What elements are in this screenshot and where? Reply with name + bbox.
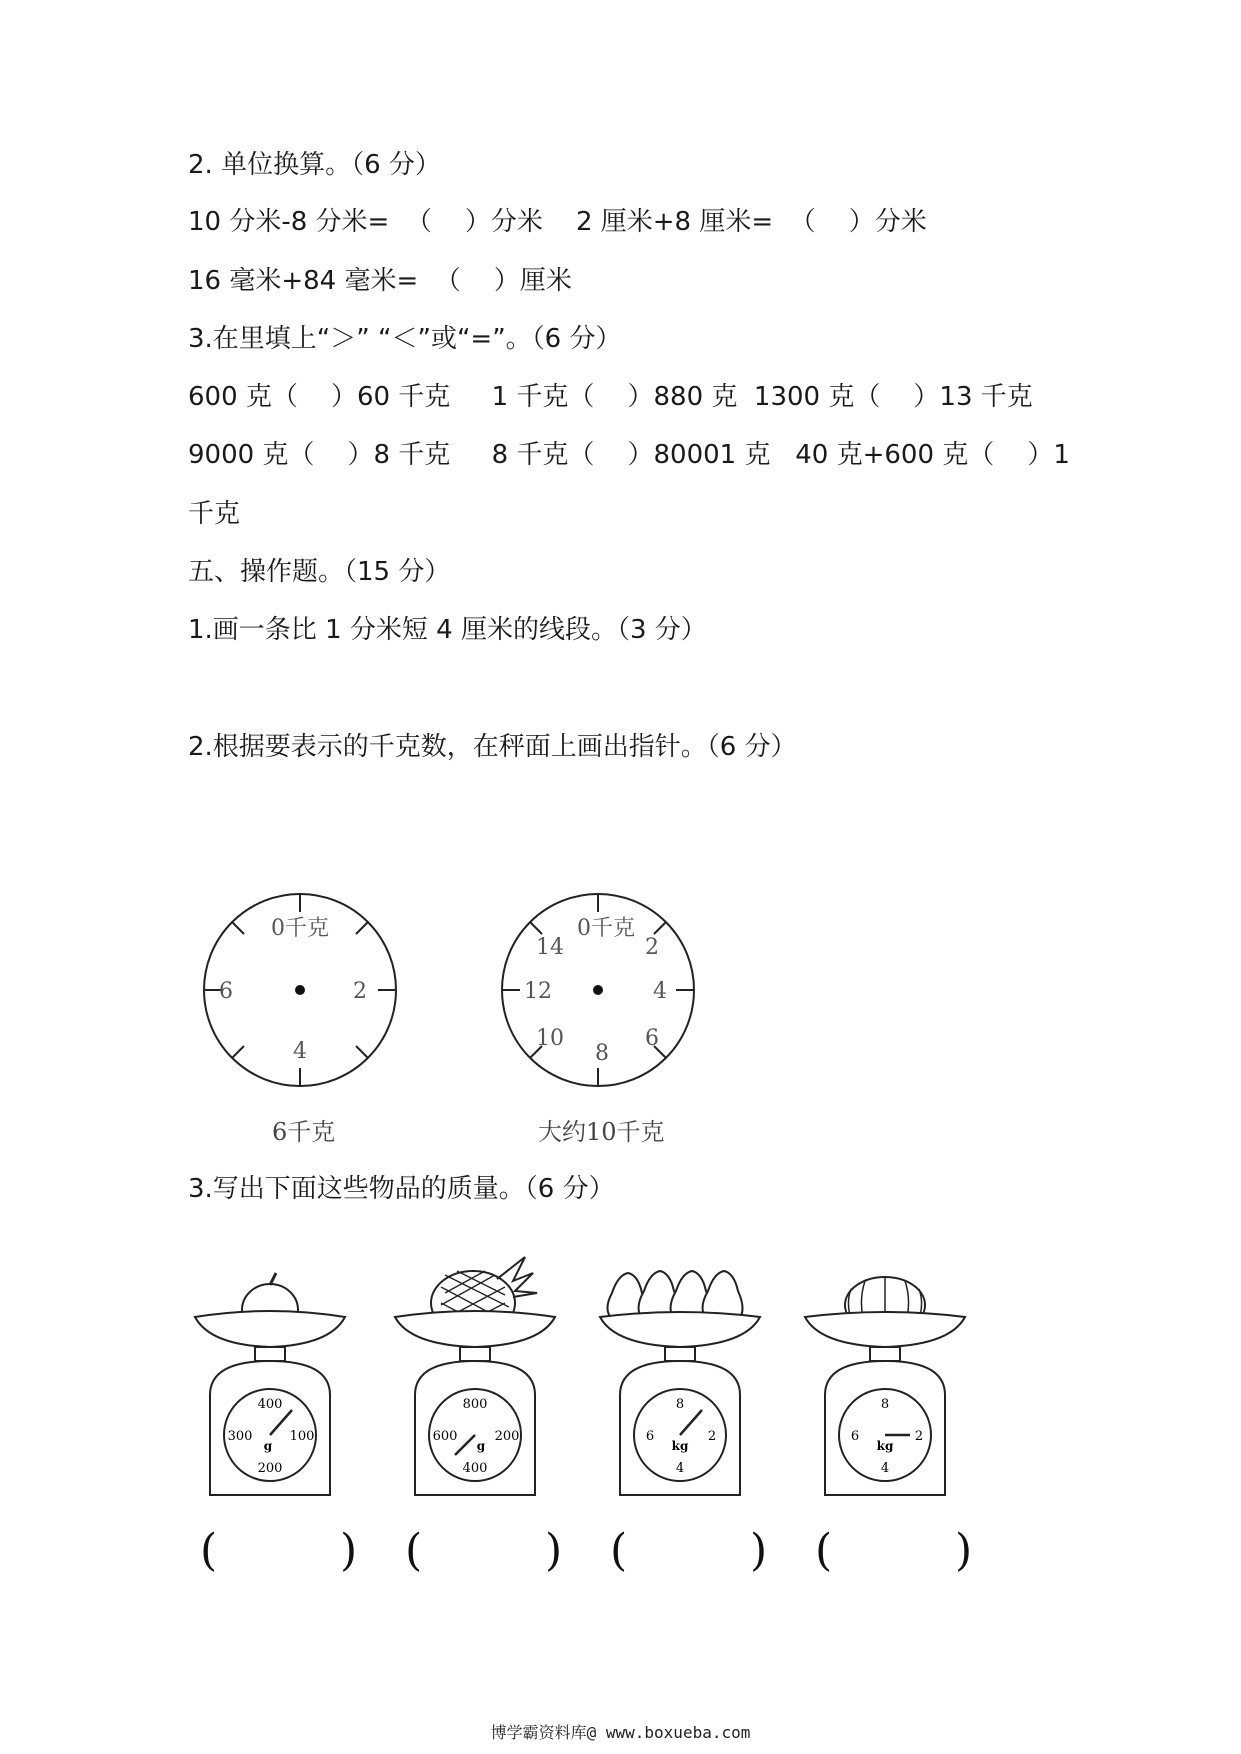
scale-pineapple [395, 1257, 555, 1495]
svg-text:4: 4 [880, 1461, 890, 1476]
svg-text:8: 8 [880, 1397, 890, 1412]
dial2-label-6: 6 [645, 1026, 659, 1051]
op2-question: 2.根据要表示的千克数，在秤面上画出指针。（6 分） [188, 732, 797, 762]
svg-text:8: 8 [675, 1397, 685, 1412]
svg-text:6: 6 [850, 1429, 860, 1444]
dial1-caption: 6千克 [272, 1118, 336, 1146]
q2-row-2: 16 毫米+84 毫米= （ ）厘米 [188, 266, 572, 296]
q3-row-3: 千克 [188, 499, 241, 529]
scale-pears [600, 1271, 760, 1495]
answer-2-open[interactable]: ( [405, 1525, 423, 1576]
scale-pumpkin [805, 1277, 965, 1495]
q2-title: 2. 单位换算。（6 分） [188, 150, 441, 180]
op3-question: 3.写出下面这些物品的质量。（6 分） [188, 1174, 615, 1204]
dial1-left-label: 6 [219, 979, 233, 1004]
svg-text:800: 800 [462, 1397, 488, 1412]
svg-text:200: 200 [494, 1429, 520, 1444]
svg-text:g: g [263, 1439, 273, 1453]
answer-1-close[interactable]: ) [340, 1525, 358, 1576]
scales-row [180, 1245, 1060, 1515]
dial2-label-12: 12 [524, 979, 552, 1004]
svg-text:6: 6 [645, 1429, 655, 1444]
q3-title: 3.在里填上“＞” “＜”或“=”。（6 分） [188, 324, 622, 354]
svg-text:2: 2 [914, 1429, 924, 1444]
answer-2-close[interactable]: ) [545, 1525, 563, 1576]
dial2-label-2: 2 [645, 935, 659, 960]
section-5-title: 五、操作题。（15 分） [188, 557, 451, 587]
answer-3-close[interactable]: ) [750, 1525, 768, 1576]
svg-text:400: 400 [257, 1397, 283, 1412]
footer-watermark: 博学霸资料库@ www.boxueba.com [490, 1723, 751, 1742]
answer-3-open[interactable]: ( [610, 1525, 628, 1576]
svg-text:2: 2 [707, 1429, 717, 1444]
dial2-label-4: 4 [653, 979, 667, 1004]
svg-text:600: 600 [432, 1429, 458, 1444]
answer-4-open[interactable]: ( [815, 1525, 833, 1576]
answer-1-open[interactable]: ( [200, 1525, 218, 1576]
dial-10kg[interactable] [488, 880, 708, 1100]
dial1-right-label: 2 [353, 979, 367, 1004]
dial2-label-8: 8 [595, 1041, 609, 1066]
dial2-label-10: 10 [536, 1026, 564, 1051]
svg-text:100: 100 [289, 1429, 315, 1444]
svg-text:300: 300 [227, 1429, 253, 1444]
svg-text:kg: kg [671, 1439, 689, 1453]
svg-text:200: 200 [257, 1461, 283, 1476]
dial2-caption: 大约10千克 [538, 1118, 665, 1146]
op1-question: 1.画一条比 1 分米短 4 厘米的线段。（3 分） [188, 615, 707, 645]
scale-apple [195, 1273, 345, 1495]
dial-6kg[interactable] [190, 880, 410, 1100]
dial2-label-14: 14 [536, 935, 564, 960]
svg-text:kg: kg [876, 1439, 894, 1453]
dial1-top-label: 0千克 [271, 916, 329, 941]
svg-text:400: 400 [462, 1461, 488, 1476]
dial2-top-label: 0千克 [577, 916, 635, 941]
answer-4-close[interactable]: ) [955, 1525, 973, 1576]
q2-row-1: 10 分米-8 分米= （ ）分米 2 厘米+8 厘米= （ ）分米 [188, 207, 927, 237]
svg-text:4: 4 [675, 1461, 685, 1476]
q3-row-2: 9000 克（ ）8 千克 8 千克（ ）80001 克 40 克+600 克（ ）1 [188, 440, 1070, 470]
q3-row-1: 600 克（ ）60 千克 1 千克（ ）880 克 1300 克（ ）13 千克 [188, 382, 1033, 412]
svg-text:g: g [476, 1439, 486, 1453]
dial1-bottom-label: 4 [293, 1039, 307, 1064]
